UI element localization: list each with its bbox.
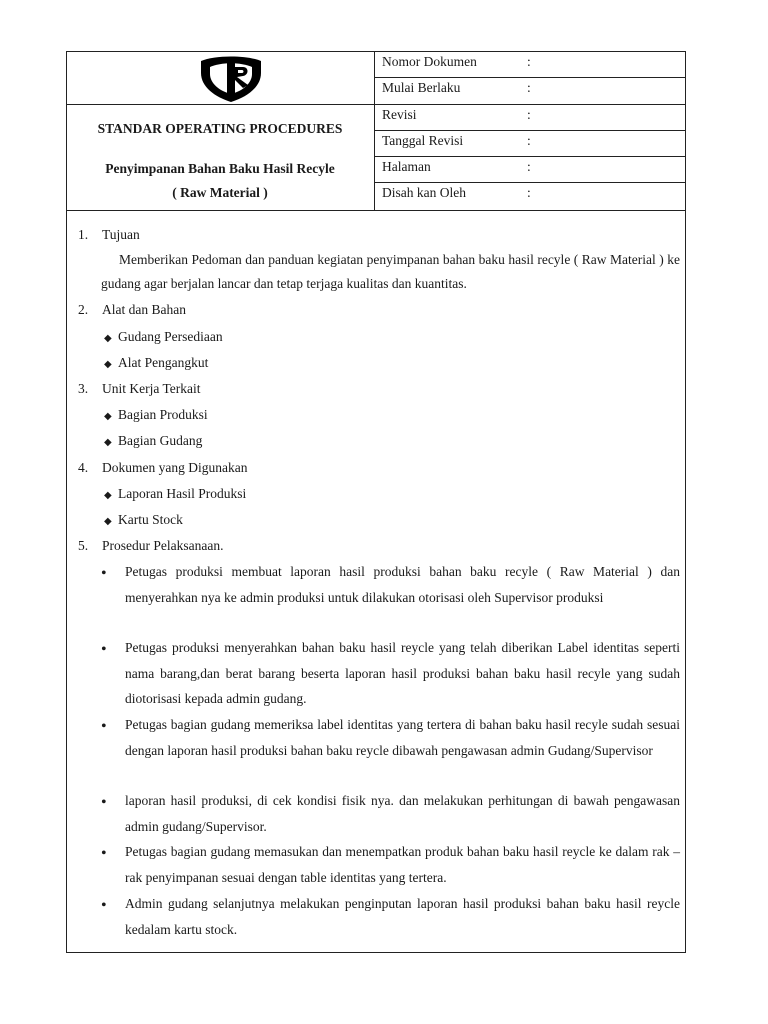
procedure-step: Petugas produksi menyerahkan bahan baku hasil reycle yang telah diberikan Label identitas seperti nama barang,dan berat barang beserta laporan hasil produksi bahan baku hasil recyle yang sudah diotorisasi kepada admin gudang. [125,640,680,706]
section-number: 1. [78,227,89,242]
section-heading: Unit Kerja Terkait [102,381,201,396]
procedure-step: Admin gudang selanjutnya melakukan penginputan laporan hasil produksi bahan baku hasil reycle kedalam kartu stock. [125,896,680,937]
section-number: 5. [78,538,89,553]
meta-divider [374,182,686,183]
diamond-bullet-icon: ◆ [104,333,112,344]
meta-divider [374,104,686,105]
meta-divider [374,130,686,131]
list-item: ◆ Bagian Produksi [104,407,208,425]
procedure-step: Petugas produksi membuat laporan hasil produksi bahan baku recyle ( Raw Material ) dan menyerahkan nya ke admin produksi untuk dilakukan otorisasi oleh Supervisor produksi [125,564,680,605]
section-number: 3. [78,381,89,396]
meta-colon: : [527,54,531,69]
diamond-bullet-icon: ◆ [104,437,112,448]
meta-colon: : [527,159,531,174]
procedure-step: laporan hasil produksi, di cek kondisi fisik nya. dan melakukan perhitungan di bawah pengawasan admin gudang/Supervisor. [125,793,680,834]
sop-subtitle-line1: Penyimpanan Bahan Baku Hasil Recyle [105,161,335,176]
meta-label: Halaman [382,159,431,174]
section-heading: Tujuan [102,227,140,242]
list-item: ◆ Gudang Persediaan [104,329,223,347]
section-heading: Alat dan Bahan [102,302,186,317]
meta-label: Nomor Dokumen [382,54,477,69]
bullet-icon: • [101,641,107,658]
list-item: ◆ Bagian Gudang [104,433,202,451]
diamond-bullet-icon: ◆ [104,490,112,501]
meta-label: Disah kan Oleh [382,185,466,200]
list-item: ◆ Kartu Stock [104,512,183,530]
meta-colon: : [527,133,531,148]
bullet-icon: • [101,565,107,582]
meta-colon: : [527,80,531,95]
section-number: 4. [78,460,89,475]
tujuan-text: Memberikan Pedoman dan panduan kegiatan penyimpanan bahan baku hasil recyle ( Raw Material ) ke gudang agar berjalan lancar dan tetap terjaga kualitas dan kuantitas. [101,252,680,291]
section-number: 2. [78,302,89,317]
meta-divider [374,156,686,157]
section-heading: Prosedur Pelaksanaan. [102,538,224,553]
meta-colon: : [527,185,531,200]
header-divider-left [66,104,374,105]
meta-label: Tanggal Revisi [382,133,464,148]
bullet-icon: • [101,718,107,735]
section-heading: Dokumen yang Digunakan [102,460,248,475]
meta-label: Mulai Berlaku [382,80,461,95]
procedure-step: Petugas bagian gudang memasukan dan menempatkan produk bahan baku hasil reycle ke dalam rak – rak penyimpanan sesuai dengan table identitas yang tertera. [125,844,680,885]
sop-subtitle-line2: ( Raw Material ) [172,185,268,200]
header-divider-vertical [374,51,375,211]
meta-divider [374,77,686,78]
shield-logo-icon [199,55,263,103]
bullet-icon: • [101,897,107,914]
bullet-icon: • [101,794,107,811]
list-item: ◆ Laporan Hasil Produksi [104,486,246,504]
list-item: ◆ Alat Pengangkut [104,355,208,373]
meta-label: Revisi [382,107,417,122]
procedure-step: Petugas bagian gudang memeriksa label identitas yang tertera di bahan baku hasil recyle sudah sesuai dengan laporan hasil produksi bahan baku reycle dibawah pengawasan admin Gudang/Supervisor [125,717,680,758]
bullet-icon: • [101,845,107,862]
sop-title: STANDAR OPERATING PROCEDURES [97,121,343,136]
diamond-bullet-icon: ◆ [104,411,112,422]
meta-colon: : [527,107,531,122]
diamond-bullet-icon: ◆ [104,516,112,527]
header-bottom-border [66,210,686,211]
diamond-bullet-icon: ◆ [104,359,112,370]
